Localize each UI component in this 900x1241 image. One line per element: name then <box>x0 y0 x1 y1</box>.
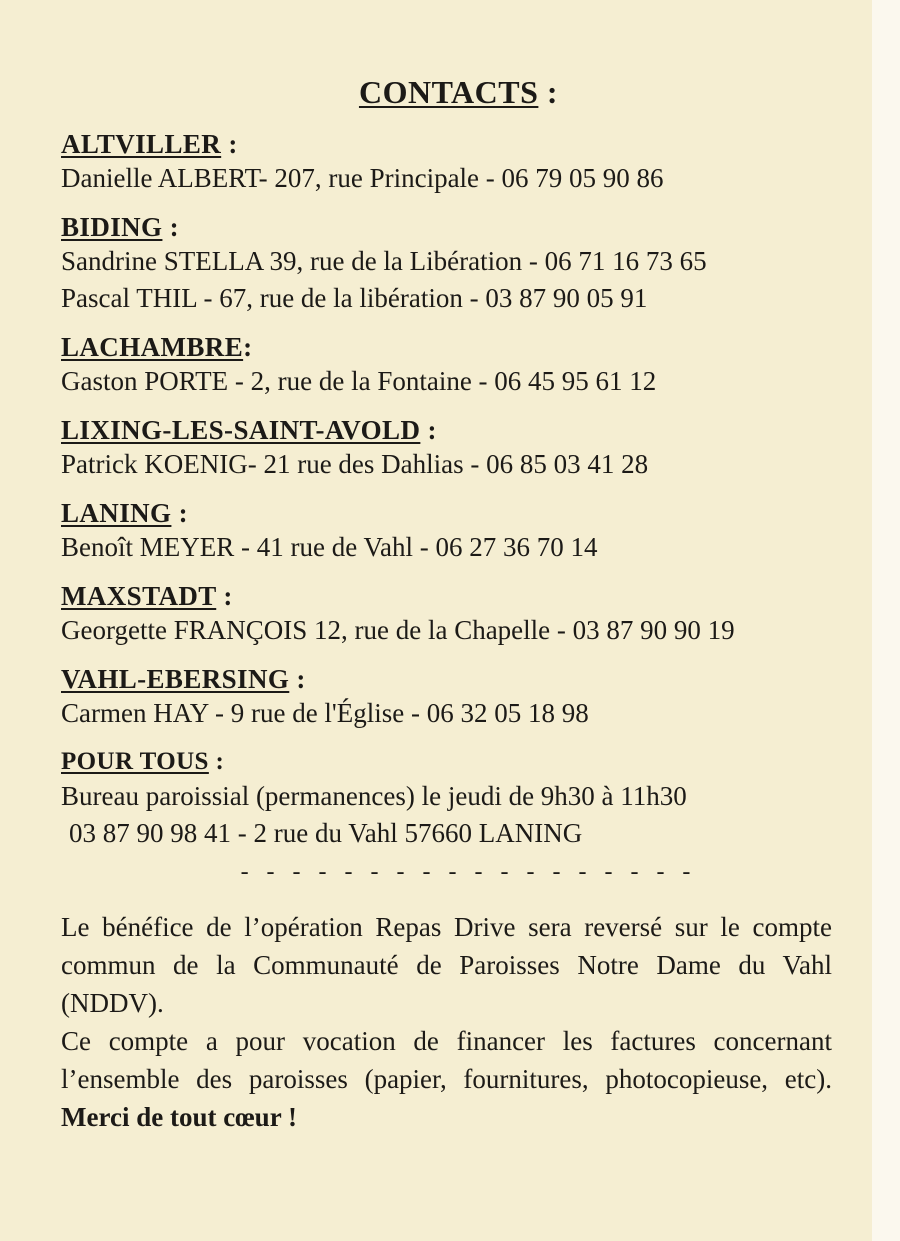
section-altviller <box>61 128 836 197</box>
contact-line: 03 87 90 98 41 - 2 rue du Vahl 57660 LANING <box>69 818 583 848</box>
title-text: CONTACTS <box>358 74 539 110</box>
page-title <box>61 72 836 112</box>
section-heading: VAHL-EBERSING <box>61 664 290 694</box>
contact-line: Gaston PORTE - 2, rue de la Fontaine - 06 45 95 61 12 <box>61 366 657 396</box>
heading-suffix: : <box>420 415 437 445</box>
section-vahl-ebersing <box>61 663 836 732</box>
heading-suffix: : <box>208 748 225 775</box>
section-laning <box>61 497 836 566</box>
section-heading: LACHAMBRE <box>61 332 244 362</box>
heading-suffix: : <box>216 581 233 611</box>
page-edge <box>872 0 900 1241</box>
section-heading: MAXSTADT <box>61 581 217 611</box>
section-heading: LIXING-LES-SAINT-AVOLD <box>61 415 421 445</box>
paragraph-text <box>61 1022 832 1136</box>
section-heading: BIDING <box>61 212 163 242</box>
section-maxstadt <box>61 580 836 649</box>
section-lixing <box>61 414 836 483</box>
paragraph-body: Ce compte a pour vocation de financer les factures concernant l’ensemble des paroisses (papier, fournitures, photocopieuse, etc). <box>61 1026 832 1094</box>
contact-line: Sandrine STELLA 39, rue de la Libération - 06 71 16 73 65 <box>61 246 707 276</box>
contact-line: Danielle ALBERT- 207, rue Principale - 06 79 05 90 86 <box>61 163 664 193</box>
title-suffix: : <box>538 74 559 110</box>
heading-suffix: : <box>171 498 188 528</box>
section-lachambre <box>61 331 836 400</box>
section-heading: POUR TOUS <box>61 748 209 775</box>
section-heading: LANING <box>61 498 172 528</box>
contact-line: Georgette FRANÇOIS 12, rue de la Chapelle - 03 87 90 90 19 <box>61 615 735 645</box>
info-paragraph <box>61 908 832 1136</box>
contact-line: Carmen HAY - 9 rue de l'Église - 06 32 05 18 98 <box>61 698 589 728</box>
contact-line: Patrick KOENIG- 21 rue des Dahlias - 06 85 03 41 28 <box>61 449 649 479</box>
contact-line: Pascal THIL - 67, rue de la libération - 03 87 90 05 91 <box>61 283 648 313</box>
heading-suffix: : <box>221 129 238 159</box>
heading-suffix: : <box>243 332 253 362</box>
closing-thanks: Merci de tout cœur ! <box>61 1102 297 1132</box>
section-heading: ALTVILLER <box>61 129 222 159</box>
section-pour-tous <box>61 746 836 852</box>
contact-line: Bureau paroissial (permanences) le jeudi de 9h30 à 11h30 <box>61 781 687 811</box>
heading-suffix: : <box>162 212 179 242</box>
separator: - - - - - - - - - - - - - - - - - - <box>240 859 697 885</box>
section-biding <box>61 211 836 317</box>
contact-line: Benoît MEYER - 41 rue de Vahl - 06 27 36 70 14 <box>61 532 598 562</box>
paragraph-text: Le bénéfice de l’opération Repas Drive sera reversé sur le compte commun de la Communauté de Paroisses Notre Dame du Vahl (NDDV). <box>61 912 832 1018</box>
document-content <box>61 72 836 1136</box>
heading-suffix: : <box>289 664 306 694</box>
